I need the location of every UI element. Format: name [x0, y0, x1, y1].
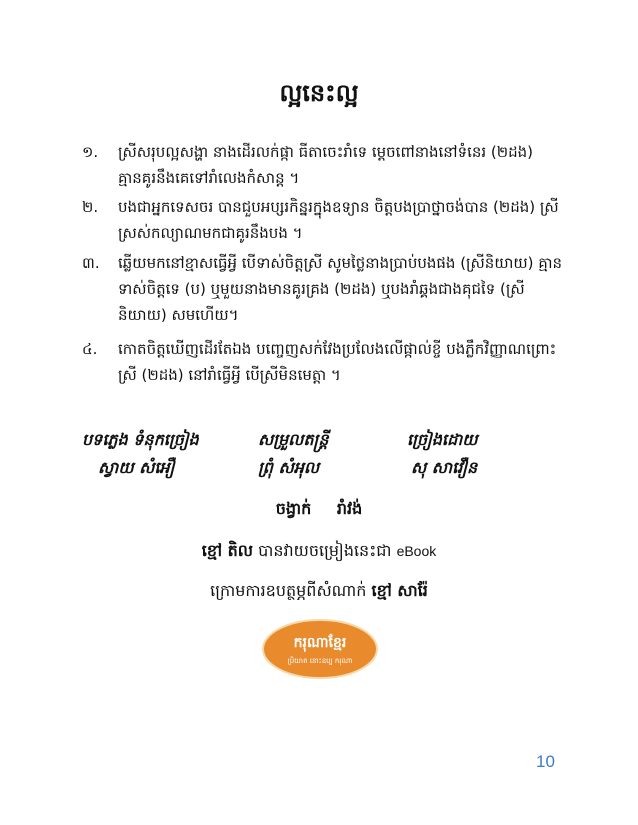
credit-label: បទភ្លេង ទំនុកច្រៀង [82, 430, 199, 449]
verse-2 [82, 194, 572, 246]
credit-label: ច្រៀងដោយ [407, 430, 478, 449]
verse-number: ២. [82, 198, 99, 216]
credit-arranger [258, 426, 328, 482]
ebook-credit [0, 540, 638, 564]
credit-name: ព្រុំ សំអុល [258, 458, 320, 477]
verse-number: ១. [82, 143, 99, 161]
sponsor-text: ក្រោមការឧបត្ថម្ភពីសំណាក់ [210, 581, 367, 600]
sponsor-line [0, 580, 638, 604]
credit-label: សម្រួលតន្ដ្រី [258, 430, 329, 449]
song-title: ល្អនេះល្អ [279, 79, 359, 107]
verse-1 [82, 139, 572, 191]
verse-text: ឆ្លើយមកនៅខ្មាសធ្វើអ្វី បើទាស់ចិត្តស្រី សូមថ្លៃនាងប្រាប់បងផង (ស្រីនិយាយ) គ្មានទាស់ចិត្តទេ (ប) ឬមួយនាងមានគូរគ្រង (២ដង) ឬបងរាំឆ្គងជាងគុជទៃ (ស្រីនិយាយ) សមហើយ។ [118, 254, 563, 324]
verse-text: បងជាអ្នកទេសចរ បានជួបអប្សរកិន្នរក្នុងឧទ្យាន ចិត្តបងប្រាថ្នាចង់បាន (២ដង) ស្រីស្រស់កល្យាណមកជាគូរនឹងបង ។ [118, 198, 559, 242]
verse-number: ៤. [82, 340, 98, 358]
verse-text: ស្រីសរុបល្អសង្ហា នាងដើរលក់ផ្កា ធីតាចេះរាំទេ ម្ដេចពៅនាងនៅទំនេរ (២ដង) គ្មានគូរនឹងគេទៅរាំលេងកំសាន្ដ ។ [118, 143, 534, 187]
credit-name: សុ សាវឿន [411, 458, 478, 477]
song-credits [82, 426, 582, 486]
credit-singer [407, 426, 477, 482]
ebook-text: បានវាយចម្រៀងនេះជា [258, 541, 392, 560]
credit-composer [82, 426, 199, 482]
rhythm-line [0, 498, 638, 522]
logo-title: ករុណាខ្មែរ [293, 635, 347, 651]
ebook-format: eBook [396, 543, 437, 559]
sponsor-name: ខ្មៅ សារ៉ែ [371, 581, 428, 600]
verse-3 [82, 250, 572, 328]
logo-subtitle: ប្រិយាត នោះឧប្ប ករុណា [287, 657, 353, 665]
verse-number: ៣. [82, 254, 100, 272]
typist-name: ខ្មៅ តិល [201, 541, 254, 560]
verse-text: កោតចិត្តឃើញដើរតែឯង បញ្ចេញសក់វែងប្រលែងលើផ្កាល់ខ្ចី បងភ្លឹកវិញ្ញាណព្រោះស្រី (២ដង) នៅរាំធ្វើអ្វី បើស្រីមិនមេត្តា ។ [118, 340, 557, 384]
verse-4 [82, 336, 572, 388]
rhythm-label: ចង្វាក់ [275, 499, 312, 518]
page-number: 10 [536, 752, 555, 771]
rhythm-value: រាំវង់ [336, 499, 363, 518]
credit-name: ស្វាយ សំអឿ [98, 458, 175, 477]
karuna-khmer-logo [261, 618, 379, 680]
